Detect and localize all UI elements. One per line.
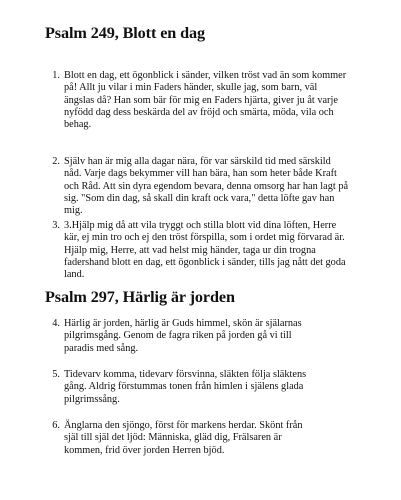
verse-line: kommen, frid över jorden Herren bjöd. — [64, 444, 225, 456]
verse-line: gång. Aldrig förstummas tonen från himlen i själens glada — [64, 381, 304, 393]
verse-line: Själv han är mig alla dagar nära, för var särskild tid med särskild — [64, 156, 331, 167]
verse-line: på! Allt ju vilar i min Faders händer, skulle jag, som barn, väl — [64, 82, 318, 94]
verse-line: nåd. Varje dags bekymmer vill han bära, han som heter både Kraft — [64, 168, 337, 180]
verse-line: ängslas då? Han som bär för mig en Faders hjärta, giver ju åt varje — [64, 94, 338, 106]
verse-line: själ till själ det ljöd: Människa, gläd dig, Frälsaren är — [64, 432, 282, 444]
verse-line: Blott en dag, ett ögonblick i sänder, vilken tröst vad än som kommer — [64, 70, 347, 81]
verse-line: Härlig är jorden, härlig är Guds himmel, skön är själarnas — [64, 318, 302, 329]
psalm-title: Psalm 297, Härlig är jorden — [45, 288, 235, 306]
verse-number: 6. — [52, 420, 60, 431]
verse-line: paradis med sång. — [64, 342, 139, 354]
verse-number: 4. — [52, 318, 60, 329]
verse-text — [64, 420, 374, 457]
verse-text — [64, 220, 374, 281]
verse-line: kär, ej min tro och ej den tröst förspilla, som i ordet mig förvarad är. — [64, 232, 345, 244]
verse-text — [64, 318, 374, 355]
verse-line: pilgrimssång. — [64, 393, 120, 405]
verse-line: fadershand blott en dag, ett ögonblick i sänder, tills jag nått det goda — [64, 256, 346, 268]
verse-line: Hjälp mig, Herre, att vad helst mig händer, taga ur din trogna — [64, 244, 316, 256]
verse-number: 3. — [52, 220, 60, 231]
verse-text — [64, 156, 374, 217]
verse-number: 2. — [52, 156, 60, 167]
verse-line: behag. — [64, 119, 92, 131]
psalm-title: Psalm 249, Blott en dag — [45, 24, 206, 42]
verse-line: mig. — [64, 205, 83, 217]
verse-line: sig. "Som din dag, så skall din kraft ock vara," detta löfte gav han — [64, 192, 335, 204]
verse-text — [64, 70, 374, 131]
verse-line: Änglarna den sjöngo, först för markens herdar. Skönt från — [64, 420, 303, 431]
verse-line: nyfödd dag dess beskärda del av fröjd och smärta, möda, vila och — [64, 106, 334, 118]
verse-line: land. — [64, 269, 85, 281]
verse-line: och Råd. Att sin dyra egendom bevara, denna omsorg har han lagt på — [64, 180, 349, 192]
verse-text — [64, 369, 374, 406]
verse-line: 3.Hjälp mig då att vila tryggt och stilla blott vid dina löften, Herre — [64, 220, 337, 231]
verse-line: pilgrimsgång. Genom de fagra riken på jorden gå vi till — [64, 330, 292, 342]
verse-line: Tidevarv komma, tidevarv försvinna, släkten följa släktens — [64, 369, 307, 380]
verse-number: 5. — [52, 369, 60, 380]
verse-number: 1. — [52, 70, 60, 81]
